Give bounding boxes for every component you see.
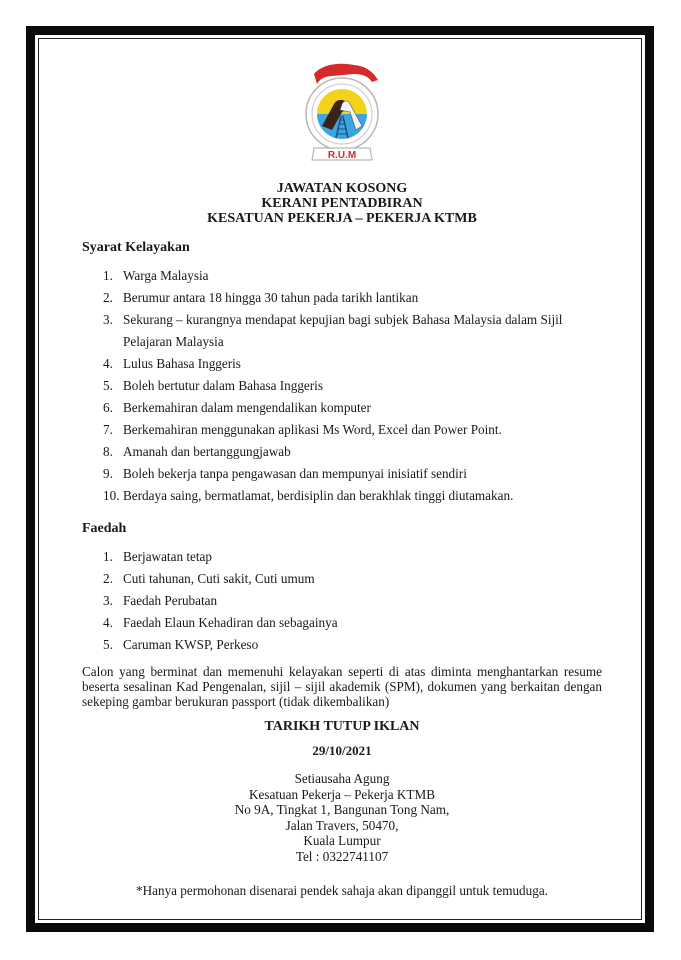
application-instructions: Calon yang berminat dan memenuhi kelayakan seperti di atas diminta menghantarkan resume beserta sesalinan Kad Pengenalan, sijil – sijil akademik (SPM), dokumen yang berkaitan dengan sekeping gambar berukuran passport (tidak dikembalikan) [82, 664, 602, 709]
list-item [82, 419, 602, 441]
list-number: 3. [103, 593, 113, 608]
list-text: Boleh bertutur dalam Bahasa Inggeris [123, 378, 323, 393]
list-number: 3. [103, 312, 113, 327]
job-advertisement [82, 60, 602, 899]
closing-date: 29/10/2021 [312, 743, 372, 758]
address-line-3: No 9A, Tingkat 1, Bangunan Tong Nam, [234, 802, 450, 817]
benefits-heading: Faedah [82, 521, 127, 536]
list-number: 9. [103, 466, 113, 481]
list-item [82, 546, 602, 568]
address-phone: Tel : 0322741107 [295, 848, 389, 864]
list-item [82, 309, 602, 353]
list-text: Caruman KWSP, Perkeso [123, 637, 259, 652]
address-line-2: Kesatuan Pekerja – Pekerja KTMB [248, 786, 436, 802]
list-text: Boleh bekerja tanpa pengawasan dan mempunyai inisiatif sendiri [123, 466, 467, 481]
list-text: Sekurang – kurangnya mendapat kepujian bagi subjek Bahasa Malaysia dalam Sijil Pelajaran Malaysia [123, 312, 563, 349]
list-text: Warga Malaysia [123, 268, 209, 283]
list-item [82, 590, 602, 612]
list-item [82, 397, 602, 419]
list-number: 2. [103, 290, 113, 305]
title-line-2: KERANI PENTADBIRAN [261, 196, 423, 211]
list-text: Berumur antara 18 hingga 30 tahun pada tarikh lantikan [123, 290, 419, 305]
address-line-5: Kuala Lumpur [303, 833, 381, 848]
list-number: 10. [103, 488, 120, 503]
requirements-list [82, 265, 602, 507]
list-text: Berdaya saing, bermatlamat, berdisiplin dan berakhlak tinggi diutamakan. [123, 488, 514, 503]
list-item [82, 287, 602, 309]
closing-date-heading: TARIKH TUTUP IKLAN [264, 719, 420, 734]
address-line-1: Setiausaha Agung [294, 771, 390, 786]
list-item [82, 463, 602, 485]
logo-text: R.U.M [327, 150, 357, 161]
list-number: 1. [103, 549, 113, 564]
list-number: 5. [103, 637, 113, 652]
list-text: Faedah Perubatan [123, 593, 218, 608]
rum-union-logo [292, 60, 392, 166]
title-line-1: JAWATAN KOSONG [276, 181, 408, 196]
list-number: 2. [103, 571, 113, 586]
list-item [82, 265, 602, 287]
list-text: Berkemahiran menggunakan aplikasi Ms Word, Excel dan Power Point. [123, 422, 502, 437]
list-text: Faedah Elaun Kehadiran dan sebagainya [123, 615, 338, 630]
list-item [82, 353, 602, 375]
list-number: 4. [103, 615, 113, 630]
benefits-list [82, 546, 602, 656]
requirements-heading: Syarat Kelayakan [82, 240, 190, 255]
list-text: Berjawatan tetap [123, 549, 212, 564]
list-number: 7. [103, 422, 113, 437]
list-number: 1. [103, 268, 113, 283]
list-item [82, 441, 602, 463]
list-text: Amanah dan bertanggungjawab [123, 444, 291, 459]
list-text: Berkemahiran dalam mengendalikan komputer [123, 400, 371, 415]
list-item [82, 634, 602, 656]
list-item [82, 612, 602, 634]
list-number: 4. [103, 356, 113, 371]
title-line-3: KESATUAN PEKERJA – PEKERJA KTMB [207, 211, 477, 226]
shortlist-note: *Hanya permohonan disenarai pendek sahaja akan dipanggil untuk temuduga. [136, 883, 548, 898]
list-text: Lulus Bahasa Inggeris [123, 356, 241, 371]
list-item [82, 568, 602, 590]
list-number: 8. [103, 444, 113, 459]
list-number: 6. [103, 400, 113, 415]
list-text: Cuti tahunan, Cuti sakit, Cuti umum [123, 571, 315, 586]
list-item [82, 485, 602, 507]
address-line-4: Jalan Travers, 50470, [285, 817, 399, 833]
title-block [82, 181, 602, 226]
contact-address [82, 771, 602, 864]
list-item [82, 375, 602, 397]
list-number: 5. [103, 378, 113, 393]
